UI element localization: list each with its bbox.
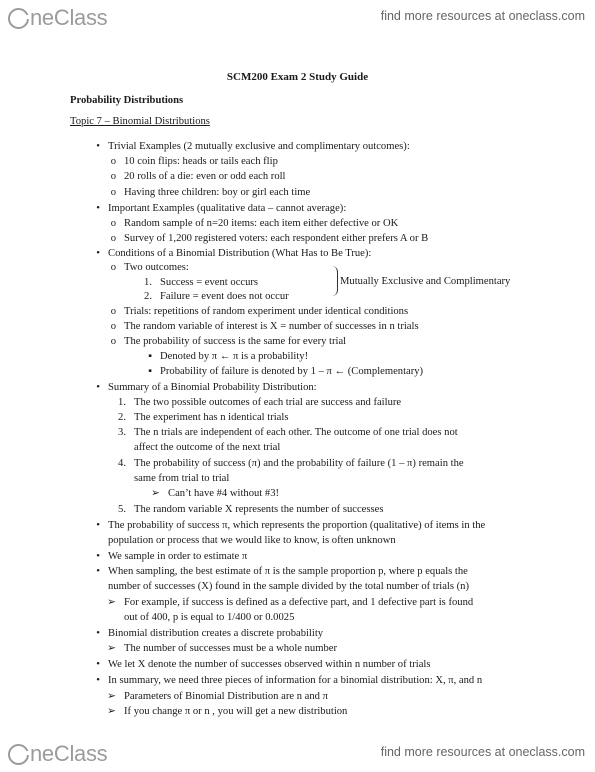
list-item-text: The random variable X represents the number of successes: [134, 504, 384, 515]
list-marker: 2.: [118, 412, 126, 423]
list-marker: •: [96, 382, 100, 393]
logo-o-icon: [8, 8, 29, 29]
topic-heading: Topic 7 – Binomial Distributions: [70, 116, 210, 127]
list-item-text: Two outcomes:: [124, 262, 189, 273]
list-item-text: out of 400, p is equal to 1/400 or 0.0025: [124, 612, 295, 623]
list-item-text: The two possible outcomes of each trial are success and failure: [134, 397, 402, 408]
list-marker: •: [96, 566, 100, 577]
list-item-text: We sample in order to estimate π: [108, 551, 248, 562]
list-marker: •: [96, 203, 100, 214]
list-marker: 1.: [118, 397, 126, 408]
list-marker: ➢: [107, 643, 116, 654]
list-item-text: The random variable of interest is X = number of successes in n trials: [124, 321, 419, 332]
list-marker: 2.: [144, 291, 152, 302]
list-item-text: For example, if success is defined as a defective part, and 1 defective part is found: [124, 597, 474, 608]
list-marker: o: [110, 306, 116, 317]
bottom-banner: [0, 736, 595, 772]
list-item-text: Success = event occurs: [160, 277, 259, 288]
section-heading: Probability Distributions: [70, 95, 184, 106]
list-item-text: Summary of a Binomial Probability Distribution:: [108, 382, 317, 393]
list-item-text: We let X denote the number of successes observed within n number of trials: [108, 659, 431, 670]
list-item-text: population or process that we would like to know, is often unknown: [108, 535, 396, 546]
list-item-text: Binomial distribution creates a discrete probability: [108, 628, 324, 639]
list-marker: o: [110, 233, 116, 244]
list-marker: o: [110, 156, 116, 167]
list-item-text: Conditions of a Binomial Distribution (What Has to Be True):: [108, 248, 372, 259]
list-marker: ▪: [148, 351, 152, 362]
list-marker: •: [96, 675, 100, 686]
brace-icon: [329, 266, 338, 296]
list-item-text: affect the outcome of the next trial: [134, 442, 281, 453]
list-marker: ▪: [148, 366, 152, 377]
list-item-text: Trials: repetitions of random experiment under identical conditions: [124, 306, 409, 317]
list-marker: 1.: [144, 277, 152, 288]
list-marker: o: [110, 171, 116, 182]
list-item-text: The experiment has n identical trials: [134, 412, 289, 423]
list-marker: ➢: [107, 597, 116, 608]
list-marker: o: [110, 336, 116, 347]
list-item-text: The probability of success π, which represents the proportion (qualitative) of items in the: [108, 520, 486, 531]
list-item-text: The number of successes must be a whole number: [124, 643, 337, 654]
list-item-text: When sampling, the best estimate of π is the sample proportion p, where p equals the: [108, 566, 468, 577]
top-banner: [0, 0, 595, 36]
oneclass-logo-footer[interactable]: neClass: [8, 741, 107, 767]
list-marker: o: [110, 321, 116, 332]
brace-label: Mutually Exclusive and Complimentary: [340, 276, 511, 287]
list-marker: ➢: [151, 488, 160, 499]
list-item-text: The probability of success is the same for every trial: [124, 336, 347, 347]
list-marker: ➢: [107, 706, 116, 717]
list-item-text: Important Examples (qualitative data – cannot average):: [108, 203, 347, 214]
list-marker: •: [96, 141, 100, 152]
header-resources-link[interactable]: find more resources at oneclass.com: [380, 9, 585, 23]
list-marker: 4.: [118, 458, 126, 469]
list-marker: o: [110, 262, 116, 273]
list-item-text: Survey of 1,200 registered voters: each respondent either prefers A or B: [124, 233, 429, 244]
list-marker: o: [110, 218, 116, 229]
list-marker: •: [96, 628, 100, 639]
footer-resources-link[interactable]: find more resources at oneclass.com: [380, 745, 585, 759]
list-item-text: In summary, we need three pieces of information for a binomial distribution: X, π, and n: [108, 675, 483, 686]
list-item-text: Random sample of n=20 items: each item either defective or OK: [124, 218, 399, 229]
list-marker: ➢: [107, 691, 116, 702]
list-marker: •: [96, 248, 100, 259]
list-item-text: Trivial Examples (2 mutually exclusive and complimentary outcomes):: [108, 141, 410, 152]
list-item-text: 20 rolls of a die: even or odd each roll: [124, 171, 286, 182]
oneclass-logo[interactable]: neClass: [8, 5, 107, 31]
list-item-text: Having three children: boy or girl each time: [124, 187, 311, 198]
list-marker: o: [110, 187, 116, 198]
logo-o-icon: [8, 744, 29, 765]
list-marker: 3.: [118, 427, 126, 438]
list-marker: •: [96, 659, 100, 670]
list-item-text: The probability of success (π) and the probability of failure (1 – π) remain the: [134, 458, 464, 469]
list-item-text: same from trial to trial: [134, 473, 230, 484]
list-marker: 5.: [118, 504, 126, 515]
list-item-text: Failure = event does not occur: [160, 291, 289, 302]
list-item-text: Denoted by π ← π is a probability!: [160, 351, 309, 362]
list-item-text: 10 coin flips: heads or tails each flip: [124, 156, 278, 167]
list-item-text: Can’t have #4 without #3!: [168, 488, 280, 499]
list-item-text: Probability of failure is denoted by 1 – π ← (Complementary): [160, 366, 424, 377]
list-marker: •: [96, 551, 100, 562]
document-title: SCM200 Exam 2 Study Guide: [226, 71, 369, 83]
list-item-text: The n trials are independent of each other. The outcome of one trial does not: [134, 427, 458, 438]
list-marker: •: [96, 520, 100, 531]
list-item-text: Parameters of Binomial Distribution are n and π: [124, 691, 328, 702]
list-item-text: If you change π or n , you will get a new distribution: [124, 706, 348, 717]
list-item-text: number of successes (X) found in the sample divided by the total number of trials (n): [108, 581, 469, 592]
